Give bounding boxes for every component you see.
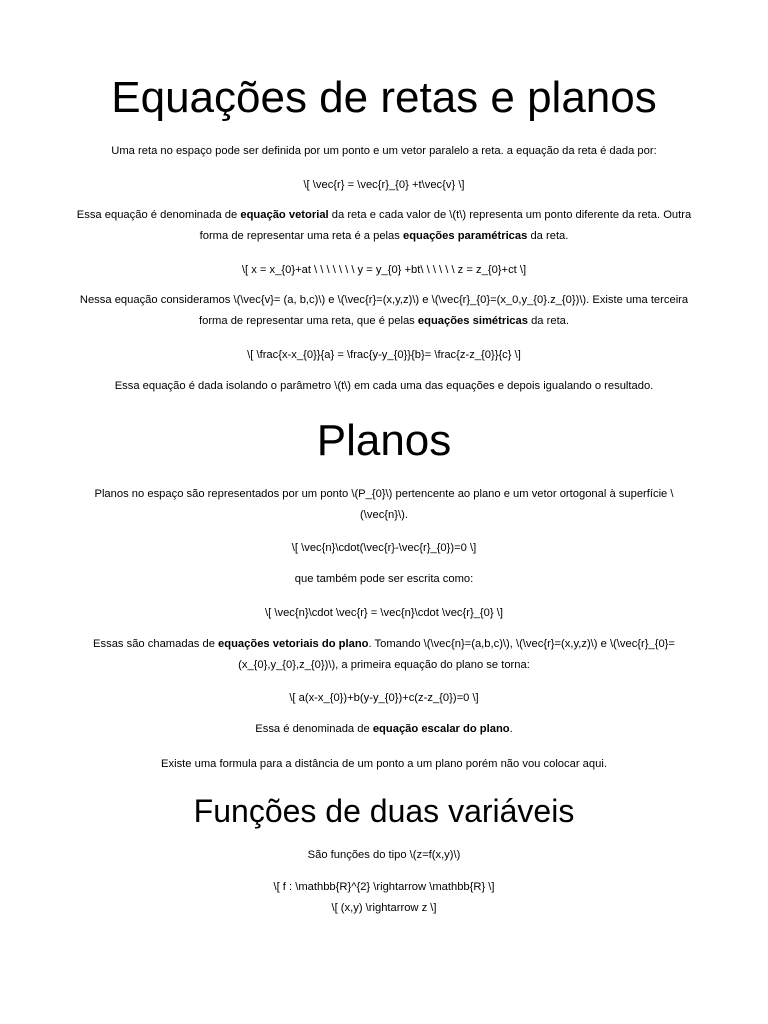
paragraph-reta-intro: Uma reta no espaço pode ser definida por um ponto e um vetor paralelo a reta. a equação da reta é dada por: xyxy=(111,145,657,157)
equation-plano-vetorial: \[ \vec{n}\cdot(\vec{r}-\vec{r}_{0})=0 \] xyxy=(291,542,477,554)
paragraph-equacoes-vetoriais-plano: Essas são chamadas de equações vetoriais do plano. Tomando \(\vec{n}=(a,b,c)\), \(\vec{r}=(x,y,z)\) e \(\vec{r}_{0}=(x_{0},y_{0},z_{0})\), a primeira equação do plano se torna: xyxy=(93,638,675,671)
equation-vetorial: \[ \vec{r} = \vec{r}_{0} +t\vec{v} \] xyxy=(303,179,465,191)
equation-plano-alternativa: \[ \vec{n}\cdot \vec{r} = \vec{n}\cdot \vec{r}_{0} \] xyxy=(265,607,503,619)
paragraph-equacao-vetorial: Essa equação é denominada de equação vetorial da reta e cada valor de \(t\) representa um ponto diferente da reta. Outra forma de representar uma reta é a pelas equações paramétricas da reta. xyxy=(76,209,692,242)
equation-funcao-dominio: \[ f : \mathbb{R}^{2} \rightarrow \mathbb{R} \] xyxy=(273,881,495,893)
paragraph-equacao-escalar: Essa é denominada de equação escalar do plano. xyxy=(255,723,513,735)
equation-simetricas: \[ \frac{x-x_{0}}{a} = \frac{y-y_{0}}{b}= \frac{z-z_{0}}{c} \] xyxy=(247,349,521,361)
paragraph-funcoes-tipo: São funções do tipo \(z=f(x,y)\) xyxy=(307,849,461,861)
page-title: Equações de retas e planos xyxy=(111,73,657,122)
paragraph-parametro: Essa equação é dada isolando o parâmetro \(t\) em cada uma das equações e depois igualando o resultado. xyxy=(114,380,654,392)
equation-funcao-mapeamento: \[ (x,y) \rightarrow z \] xyxy=(331,902,437,914)
paragraph-tambem: que também pode ser escrita como: xyxy=(294,573,474,585)
paragraph-equacoes-simetricas: Nessa equação consideramos \(\vec{v}= (a, b,c)\) e \(\vec{r}=(x,y,z)\) e \(\vec{r}_{0}=(x_0,y_{0}.z_{0})\). Existe uma terceira forma de representar uma reta, que é pelas equações simétricas da reta. xyxy=(79,294,689,327)
paragraph-distancia: Existe uma formula para a distância de um ponto a um plano porém não vou colocar aqui. xyxy=(161,758,607,770)
section-title-planos: Planos xyxy=(316,416,452,465)
paragraph-planos-intro: Planos no espaço são representados por um ponto \(P_{0}\) pertencente ao plano e um vetor ortogonal à superfície \(\vec{n}\). xyxy=(94,488,674,521)
section-title-funcoes: Funções de duas variáveis xyxy=(193,793,575,829)
equation-plano-escalar: \[ a(x-x_{0})+b(y-y_{0})+c(z-z_{0})=0 \] xyxy=(289,692,479,704)
equation-parametricas: \[ x = x_{0}+at \ \ \ \ \ \ \ y = y_{0} +bt\ \ \ \ \ \ z = z_{0}+ct \] xyxy=(241,264,527,276)
